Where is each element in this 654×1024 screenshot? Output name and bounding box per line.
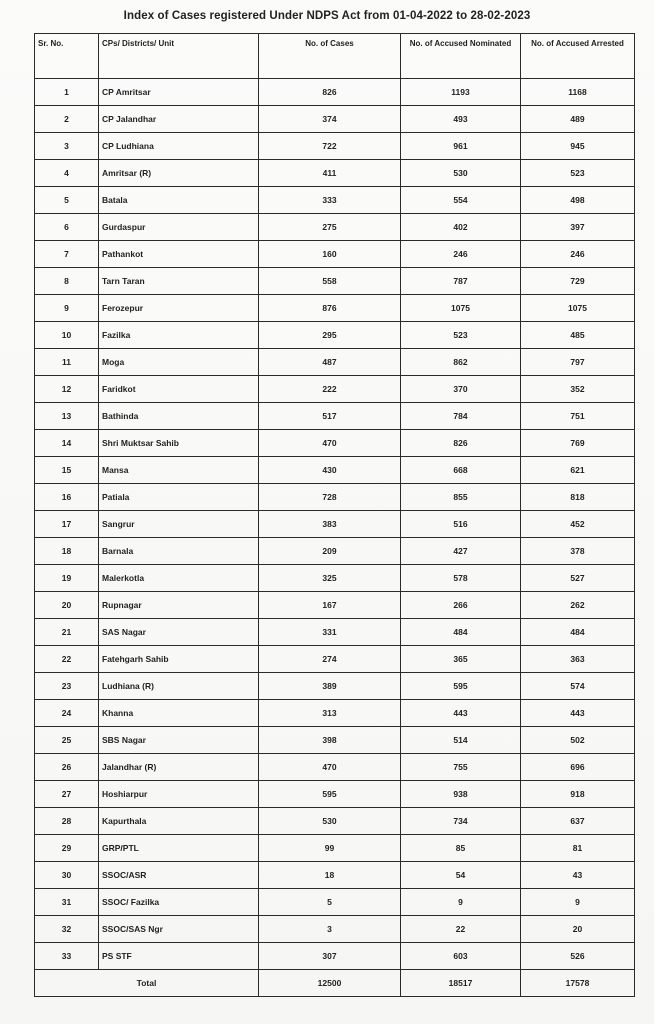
row-accused-nominated: 85 [401,835,521,862]
table-row [35,700,635,727]
row-unit-name: Barnala [99,538,259,565]
row-sr-no: 9 [35,295,99,322]
row-accused-arrested: 574 [521,673,635,700]
row-cases: 325 [259,565,401,592]
table-row [35,511,635,538]
row-cases: 5 [259,889,401,916]
row-accused-nominated: 578 [401,565,521,592]
row-unit-name: Amritsar (R) [99,160,259,187]
row-accused-nominated: 1075 [401,295,521,322]
row-accused-arrested: 523 [521,160,635,187]
row-sr-no: 15 [35,457,99,484]
row-unit-name: Ludhiana (R) [99,673,259,700]
row-accused-nominated: 266 [401,592,521,619]
row-unit-name: SSOC/ Fazilka [99,889,259,916]
row-accused-arrested: 637 [521,808,635,835]
row-unit-name: Mansa [99,457,259,484]
row-accused-arrested: 484 [521,619,635,646]
row-accused-arrested: 526 [521,943,635,970]
row-sr-no: 28 [35,808,99,835]
table-row [35,889,635,916]
total-nominated: 18517 [401,970,521,997]
row-accused-arrested: 696 [521,754,635,781]
row-accused-nominated: 484 [401,619,521,646]
row-accused-nominated: 787 [401,268,521,295]
row-accused-arrested: 502 [521,727,635,754]
table-row [35,349,635,376]
row-sr-no: 19 [35,565,99,592]
table-row [35,916,635,943]
table-row [35,214,635,241]
table-header-row [35,34,635,79]
table-row [35,565,635,592]
row-sr-no: 17 [35,511,99,538]
row-sr-no: 31 [35,889,99,916]
row-unit-name: Moga [99,349,259,376]
row-unit-name: CP Ludhiana [99,133,259,160]
row-cases: 398 [259,727,401,754]
row-unit-name: CP Amritsar [99,79,259,106]
row-sr-no: 23 [35,673,99,700]
row-cases: 389 [259,673,401,700]
table-row [35,295,635,322]
row-cases: 374 [259,106,401,133]
table-row [35,403,635,430]
row-accused-nominated: 365 [401,646,521,673]
row-sr-no: 22 [35,646,99,673]
table-row [35,646,635,673]
row-cases: 222 [259,376,401,403]
table-row [35,187,635,214]
table-row [35,781,635,808]
document-title: Index of Cases registered Under NDPS Act from 01-04-2022 to 28-02-2023 [123,10,531,22]
row-accused-arrested: 918 [521,781,635,808]
row-sr-no: 18 [35,538,99,565]
row-cases: 313 [259,700,401,727]
table-row [35,808,635,835]
row-unit-name: Kapurthala [99,808,259,835]
row-unit-name: Jalandhar (R) [99,754,259,781]
row-sr-no: 5 [35,187,99,214]
row-sr-no: 27 [35,781,99,808]
row-cases: 826 [259,79,401,106]
row-cases: 470 [259,754,401,781]
row-unit-name: Gurdaspur [99,214,259,241]
ndps-cases-table [34,33,635,997]
row-accused-nominated: 784 [401,403,521,430]
row-unit-name: Bathinda [99,403,259,430]
row-sr-no: 14 [35,430,99,457]
row-accused-arrested: 945 [521,133,635,160]
row-accused-nominated: 9 [401,889,521,916]
row-sr-no: 2 [35,106,99,133]
row-cases: 209 [259,538,401,565]
row-accused-arrested: 818 [521,484,635,511]
row-accused-nominated: 516 [401,511,521,538]
row-accused-arrested: 363 [521,646,635,673]
row-sr-no: 20 [35,592,99,619]
row-unit-name: Malerkotla [99,565,259,592]
row-accused-arrested: 20 [521,916,635,943]
table-row [35,268,635,295]
table-row [35,862,635,889]
row-cases: 274 [259,646,401,673]
table-row [35,943,635,970]
row-accused-nominated: 862 [401,349,521,376]
row-accused-arrested: 621 [521,457,635,484]
row-sr-no: 32 [35,916,99,943]
row-cases: 728 [259,484,401,511]
table-row [35,79,635,106]
row-sr-no: 33 [35,943,99,970]
row-sr-no: 21 [35,619,99,646]
row-accused-nominated: 54 [401,862,521,889]
row-unit-name: Fatehgarh Sahib [99,646,259,673]
table-row [35,673,635,700]
row-sr-no: 30 [35,862,99,889]
row-cases: 99 [259,835,401,862]
row-cases: 333 [259,187,401,214]
row-accused-arrested: 352 [521,376,635,403]
header-unit: CPs/ Districts/ Unit [99,34,259,79]
row-accused-nominated: 961 [401,133,521,160]
row-unit-name: Shri Muktsar Sahib [99,430,259,457]
row-unit-name: Pathankot [99,241,259,268]
row-cases: 487 [259,349,401,376]
row-unit-name: Khanna [99,700,259,727]
row-accused-arrested: 262 [521,592,635,619]
row-unit-name: SSOC/ASR [99,862,259,889]
table-row [35,133,635,160]
total-label: Total [35,970,259,997]
row-accused-nominated: 938 [401,781,521,808]
row-unit-name: Hoshiarpur [99,781,259,808]
row-accused-nominated: 554 [401,187,521,214]
row-cases: 411 [259,160,401,187]
table-row [35,106,635,133]
header-cases: No. of Cases [259,34,401,79]
row-unit-name: Rupnagar [99,592,259,619]
row-accused-arrested: 527 [521,565,635,592]
row-cases: 295 [259,322,401,349]
row-cases: 470 [259,430,401,457]
table-row [35,538,635,565]
row-sr-no: 24 [35,700,99,727]
row-accused-nominated: 603 [401,943,521,970]
row-cases: 876 [259,295,401,322]
row-cases: 383 [259,511,401,538]
row-accused-nominated: 530 [401,160,521,187]
row-sr-no: 16 [35,484,99,511]
row-unit-name: Sangrur [99,511,259,538]
row-cases: 18 [259,862,401,889]
row-accused-nominated: 855 [401,484,521,511]
row-unit-name: Ferozepur [99,295,259,322]
table-row [35,322,635,349]
row-cases: 558 [259,268,401,295]
row-unit-name: SAS Nagar [99,619,259,646]
row-accused-nominated: 493 [401,106,521,133]
row-unit-name: SSOC/SAS Ngr [99,916,259,943]
row-accused-arrested: 246 [521,241,635,268]
row-unit-name: Faridkot [99,376,259,403]
row-accused-arrested: 443 [521,700,635,727]
table-row [35,592,635,619]
table-row [35,160,635,187]
table-body [35,79,635,970]
row-cases: 530 [259,808,401,835]
row-sr-no: 4 [35,160,99,187]
table-row [35,835,635,862]
table-row [35,430,635,457]
row-sr-no: 7 [35,241,99,268]
row-accused-arrested: 751 [521,403,635,430]
row-accused-nominated: 514 [401,727,521,754]
row-cases: 307 [259,943,401,970]
row-accused-arrested: 378 [521,538,635,565]
row-accused-nominated: 427 [401,538,521,565]
row-accused-arrested: 452 [521,511,635,538]
row-cases: 167 [259,592,401,619]
row-sr-no: 11 [35,349,99,376]
row-unit-name: GRP/PTL [99,835,259,862]
row-sr-no: 29 [35,835,99,862]
row-accused-arrested: 1168 [521,79,635,106]
row-unit-name: Patiala [99,484,259,511]
table-row [35,241,635,268]
row-accused-nominated: 443 [401,700,521,727]
row-cases: 722 [259,133,401,160]
row-accused-arrested: 43 [521,862,635,889]
row-accused-nominated: 595 [401,673,521,700]
total-row [35,970,635,997]
row-accused-nominated: 523 [401,322,521,349]
row-cases: 275 [259,214,401,241]
row-accused-arrested: 485 [521,322,635,349]
row-accused-nominated: 22 [401,916,521,943]
row-cases: 430 [259,457,401,484]
row-sr-no: 13 [35,403,99,430]
row-accused-nominated: 402 [401,214,521,241]
table-row [35,376,635,403]
row-unit-name: Fazilka [99,322,259,349]
row-accused-arrested: 769 [521,430,635,457]
row-accused-nominated: 668 [401,457,521,484]
row-sr-no: 1 [35,79,99,106]
row-cases: 160 [259,241,401,268]
row-unit-name: SBS Nagar [99,727,259,754]
row-accused-arrested: 498 [521,187,635,214]
total-arrested: 17578 [521,970,635,997]
row-sr-no: 6 [35,214,99,241]
row-sr-no: 26 [35,754,99,781]
row-accused-nominated: 826 [401,430,521,457]
row-accused-arrested: 797 [521,349,635,376]
row-accused-nominated: 246 [401,241,521,268]
table-row [35,457,635,484]
row-cases: 595 [259,781,401,808]
row-sr-no: 3 [35,133,99,160]
table-row [35,484,635,511]
row-sr-no: 12 [35,376,99,403]
row-unit-name: CP Jalandhar [99,106,259,133]
table-row [35,754,635,781]
header-arrested: No. of Accused Arrested [521,34,635,79]
row-cases: 517 [259,403,401,430]
row-unit-name: Tarn Taran [99,268,259,295]
row-unit-name: Batala [99,187,259,214]
row-accused-arrested: 729 [521,268,635,295]
row-sr-no: 10 [35,322,99,349]
row-accused-nominated: 370 [401,376,521,403]
row-unit-name: PS STF [99,943,259,970]
row-accused-arrested: 9 [521,889,635,916]
header-sr-no: Sr. No. [35,34,99,79]
row-sr-no: 25 [35,727,99,754]
row-accused-nominated: 734 [401,808,521,835]
header-nominated: No. of Accused Nominated [401,34,521,79]
row-accused-nominated: 1193 [401,79,521,106]
row-accused-arrested: 81 [521,835,635,862]
row-cases: 331 [259,619,401,646]
row-sr-no: 8 [35,268,99,295]
table-row [35,727,635,754]
row-accused-arrested: 397 [521,214,635,241]
row-cases: 3 [259,916,401,943]
row-accused-arrested: 1075 [521,295,635,322]
table-row [35,619,635,646]
row-accused-arrested: 489 [521,106,635,133]
total-cases: 12500 [259,970,401,997]
row-accused-nominated: 755 [401,754,521,781]
